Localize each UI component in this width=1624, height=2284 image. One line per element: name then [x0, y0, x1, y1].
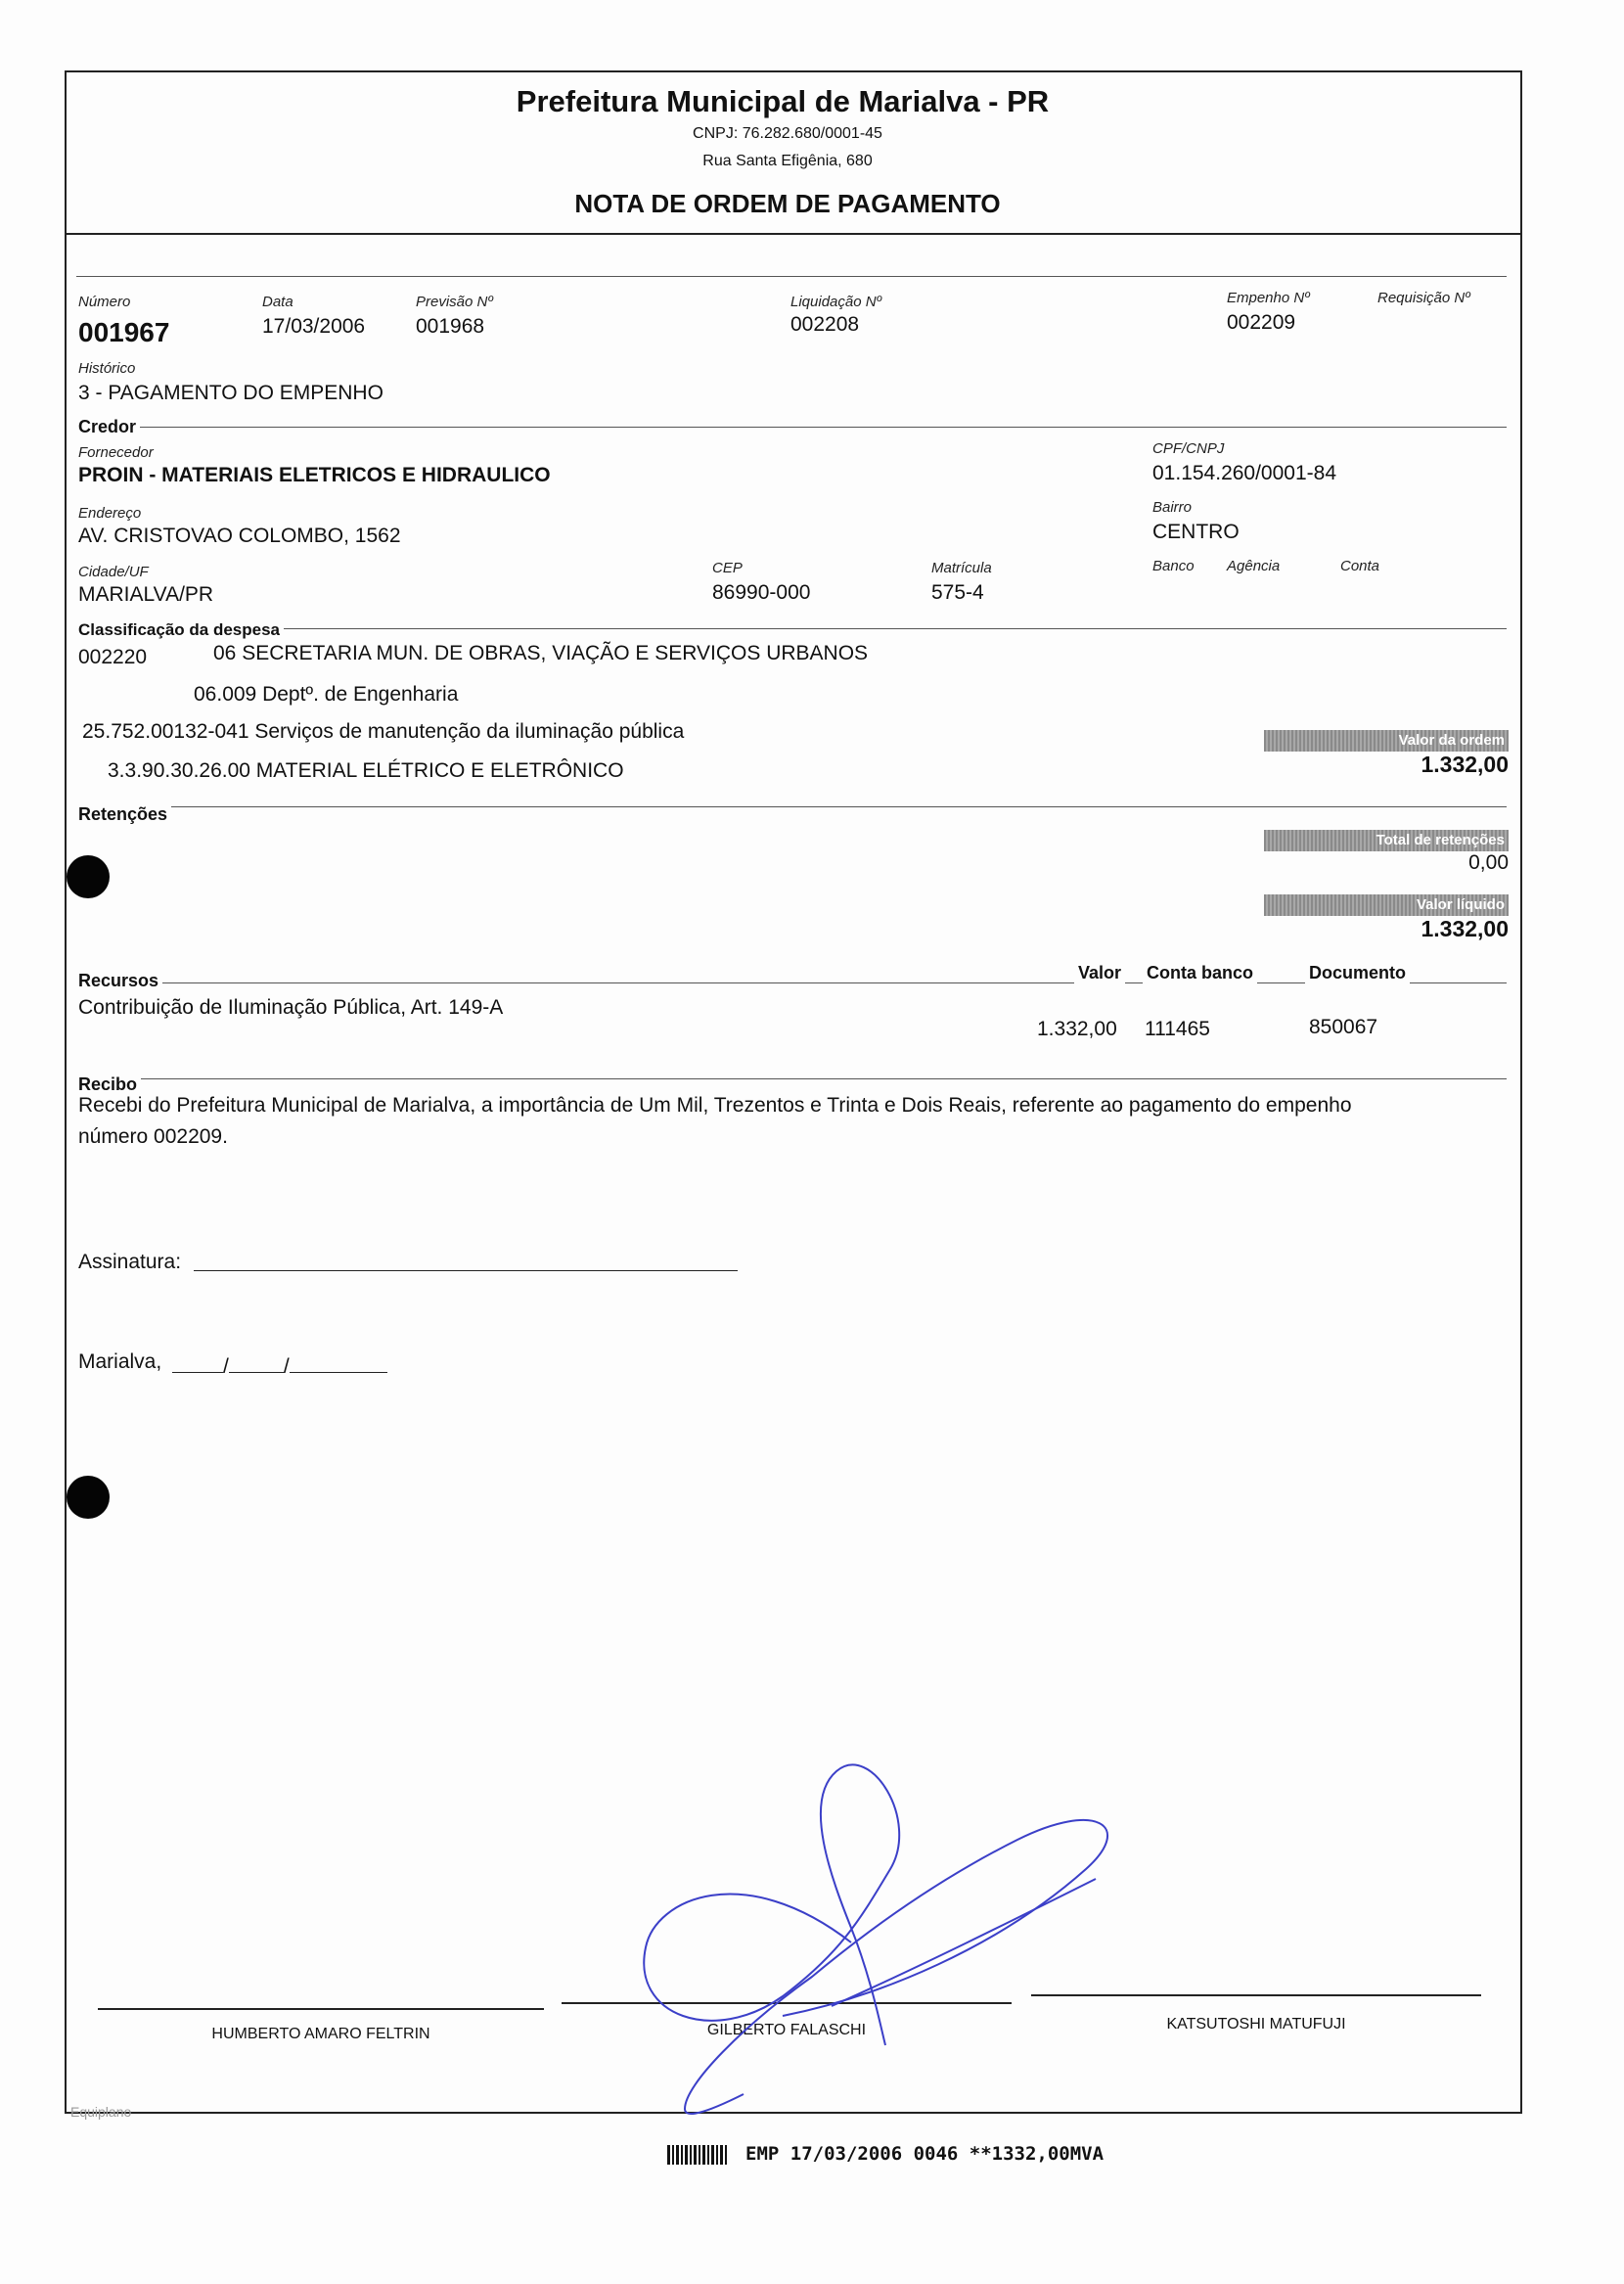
recursos-conta-banco-label: Conta banco [1143, 963, 1257, 983]
classificacao-orgao: 06 SECRETARIA MUN. DE OBRAS, VIAÇÃO E SERVIÇOS URBANOS [213, 642, 869, 664]
fornecedor-value: PROIN - MATERIAIS ELETRICOS E HIDRAULICO [78, 464, 551, 486]
cpf-value: 01.154.260/0001-84 [1152, 462, 1337, 484]
numero-label: Número [78, 294, 131, 310]
binder-hole-top [67, 855, 110, 898]
total-retencoes-value: 0,00 [1468, 851, 1509, 874]
data-value: 17/03/2006 [262, 315, 366, 338]
total-retencoes-label: Total de retenções [1264, 830, 1509, 851]
order-top-line [76, 276, 1507, 277]
classificacao-section-title: Classificação da despesa [78, 620, 284, 640]
endereco-value: AV. CRISTOVAO COLOMBO, 1562 [78, 525, 401, 547]
signature-line-1 [98, 2008, 544, 2010]
recursos-valor-label: Valor [1074, 963, 1125, 983]
credor-line [78, 427, 1507, 428]
cpf-label: CPF/CNPJ [1152, 440, 1225, 457]
agencia-label: Agência [1227, 558, 1281, 574]
previsao-value: 001968 [416, 315, 485, 338]
document-title: NOTA DE ORDEM DE PAGAMENTO [574, 189, 1001, 218]
valor-liquido-label: Valor líquido [1264, 894, 1509, 916]
matricula-label: Matrícula [931, 560, 992, 576]
classificacao-code: 002220 [78, 646, 148, 668]
date-blank: / / [172, 1350, 387, 1379]
print-stamp: EMP 17/03/2006 0046 **1332,00MVA [745, 2143, 1105, 2165]
bairro-label: Bairro [1152, 499, 1193, 516]
recibo-section-title: Recibo [78, 1074, 141, 1095]
empenho-value: 002209 [1227, 311, 1296, 334]
barcode-mark [667, 2145, 728, 2165]
retencoes-section-title: Retenções [78, 804, 171, 825]
matricula-value: 575-4 [931, 581, 984, 604]
signatory-1: HUMBERTO AMARO FELTRIN [211, 2026, 430, 2042]
classificacao-elemento: 3.3.90.30.26.00 MATERIAL ELÉTRICO E ELETRÔNICO [108, 759, 624, 782]
cidade-label: Cidade/UF [78, 564, 149, 580]
header-divider [65, 233, 1522, 235]
valor-liquido-value: 1.332,00 [1421, 916, 1509, 941]
classificacao-projeto: 25.752.00132-041 Serviços de manutenção da iluminação pública [82, 720, 685, 743]
classificacao-unidade: 06.009 Deptº. de Engenharia [194, 683, 459, 706]
assinatura-blank-line [194, 1270, 738, 1271]
recursos-descricao: Contribuição de Iluminação Pública, Art. 149-A [78, 996, 504, 1019]
assinatura-label: Assinatura: [78, 1251, 182, 1273]
recursos-documento-label: Documento [1305, 963, 1410, 983]
liquidacao-label: Liquidação Nº [790, 294, 882, 310]
empenho-label: Empenho Nº [1227, 290, 1310, 306]
cep-label: CEP [712, 560, 743, 576]
liquidacao-value: 002208 [790, 313, 860, 336]
recibo-line [78, 1078, 1507, 1079]
recursos-valor: 1.332,00 [1037, 1018, 1117, 1040]
software-name: Equiplano [70, 2104, 132, 2120]
bairro-value: CENTRO [1152, 521, 1240, 543]
binder-hole-bottom [67, 1476, 110, 1519]
retencoes-line [78, 806, 1507, 807]
historico-value: 3 - PAGAMENTO DO EMPENHO [78, 382, 383, 404]
numero-value: 001967 [78, 317, 170, 347]
valor-ordem-label: Valor da ordem [1264, 730, 1509, 752]
requisicao-label: Requisição Nº [1377, 290, 1470, 306]
recursos-documento: 850067 [1309, 1016, 1378, 1038]
recursos-section-title: Recursos [78, 971, 162, 991]
credor-section-title: Credor [78, 417, 140, 437]
recibo-text-line1: Recebi do Prefeitura Municipal de Marialva, a importância de Um Mil, Trezentos e Trinta e Dois Reais, referente ao pagamento do empenho [78, 1094, 1352, 1117]
signatory-3: KATSUTOSHI MATUFUJI [1166, 2016, 1346, 2033]
conta-label: Conta [1340, 558, 1380, 574]
data-label: Data [262, 294, 293, 310]
signatory-2: GILBERTO FALASCHI [706, 2022, 867, 2038]
recursos-line [78, 982, 1507, 983]
cidade-value: MARIALVA/PR [78, 583, 214, 606]
cep-value: 86990-000 [712, 581, 811, 604]
banco-label: Banco [1152, 558, 1195, 574]
classificacao-line [78, 628, 1507, 629]
handwritten-signature [626, 1732, 1154, 2124]
valor-ordem-value: 1.332,00 [1421, 752, 1509, 777]
historico-label: Histórico [78, 360, 136, 377]
header-cnpj: CNPJ: 76.282.680/0001-45 [693, 125, 882, 142]
fornecedor-label: Fornecedor [78, 444, 154, 461]
page-title: Prefeitura Municipal de Marialva - PR [516, 84, 1050, 118]
header-address: Rua Santa Efigênia, 680 [702, 153, 873, 169]
endereco-label: Endereço [78, 505, 142, 522]
local-label: Marialva, [78, 1350, 162, 1373]
recursos-conta-banco: 111465 [1145, 1018, 1210, 1040]
previsao-label: Previsão Nº [416, 294, 493, 310]
recibo-text-line2: número 002209. [78, 1125, 228, 1148]
